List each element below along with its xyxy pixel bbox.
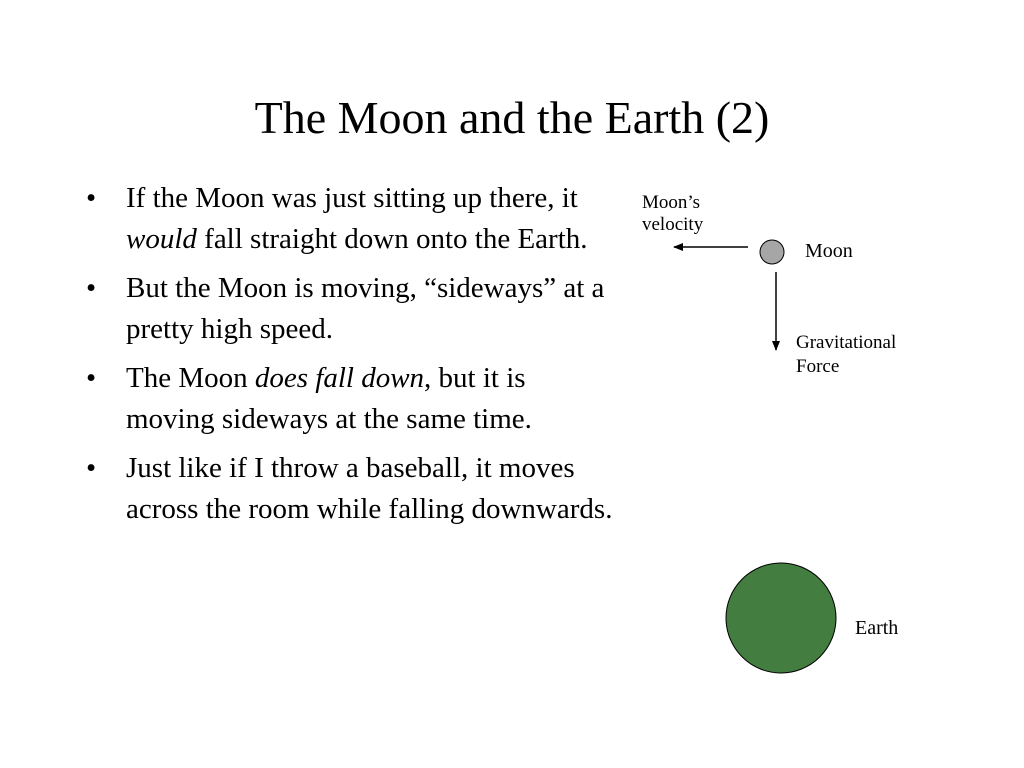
- moon-label: Moon: [805, 240, 853, 262]
- bullet-segment: If the Moon was just sitting up there, it: [126, 182, 578, 214]
- gravitational-force-label: Gravitational Force: [796, 332, 897, 377]
- bullet-segment: But the Moon is moving, “sideways” at a pretty high speed.: [126, 272, 605, 345]
- bullet-text: [126, 272, 604, 345]
- bullet-marker: •: [86, 452, 97, 484]
- bullet-marker: •: [86, 182, 97, 214]
- earth-label: Earth: [855, 617, 899, 639]
- bullet-segment: Just like if I throw a baseball, it moves across the room while falling downwards.: [126, 452, 613, 525]
- bullet-list: [86, 178, 616, 538]
- bullet-item: [86, 358, 616, 440]
- bullet-text: [126, 362, 532, 435]
- bullet-item: [86, 448, 616, 530]
- bullet-marker: •: [86, 362, 97, 394]
- bullet-text: [126, 182, 588, 255]
- bullet-segment-italic: would: [126, 223, 197, 255]
- bullet-segment: fall straight down onto the Earth.: [196, 223, 588, 255]
- bullet-segment: , but it is moving sideways at the same time.: [126, 362, 532, 435]
- bullet-segment: The Moon: [126, 362, 255, 394]
- moon-circle: [760, 240, 784, 264]
- velocity-label: Moon’s velocity: [642, 192, 704, 235]
- bullet-item: [86, 178, 616, 260]
- bullet-segment-italic: does fall down: [254, 362, 425, 394]
- bullet-text: [126, 452, 612, 525]
- earth-circle: [726, 563, 836, 673]
- bullet-marker: •: [86, 272, 97, 304]
- slide-title: The Moon and the Earth (2): [254, 92, 770, 143]
- bullet-item: [86, 268, 616, 350]
